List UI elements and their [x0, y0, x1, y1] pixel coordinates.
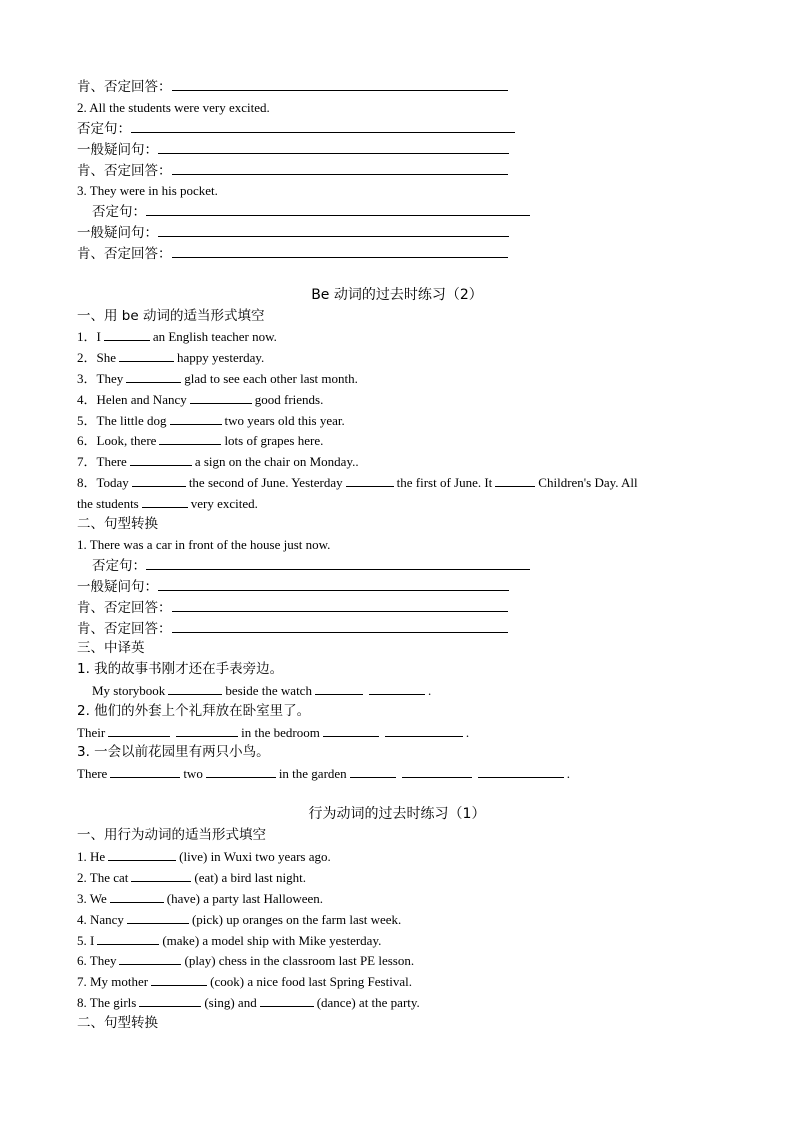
exercise-sentence: 1. There was a car in front of the house just now. [77, 537, 331, 552]
question-line-row [77, 222, 509, 243]
item-text: 7．There [77, 454, 127, 469]
item-text: 1. He [77, 849, 106, 864]
fill-item [77, 326, 277, 347]
item-text: 2. The cat [77, 870, 129, 885]
period: . [566, 766, 570, 781]
answer-blank[interactable] [131, 119, 515, 133]
answer-blank[interactable] [172, 598, 508, 612]
period: . [465, 725, 470, 740]
question-label: 一般疑问句： [77, 579, 158, 595]
question-line-row [77, 576, 509, 597]
answer-line-row [77, 597, 508, 618]
item-text: 3．They [77, 371, 124, 386]
item-text: 8．Today [77, 475, 129, 490]
translation-answer [92, 680, 431, 701]
part-heading: 二、句型转换 [77, 1015, 158, 1031]
item-text: (live) in Wuxi two years ago. [179, 849, 331, 864]
part-heading: 三、中译英 [77, 640, 145, 656]
fill-blank[interactable] [108, 724, 170, 737]
item-text: lots of grapes here. [224, 433, 324, 448]
answer-label: 肯、否定回答： [77, 163, 172, 179]
item-text: 2．She [77, 350, 117, 365]
translation-answer [77, 763, 570, 784]
fill-item [77, 909, 401, 930]
fill-blank[interactable] [350, 765, 396, 778]
fill-item [77, 950, 414, 971]
fill-item [77, 930, 381, 951]
answer-blank[interactable] [172, 619, 508, 633]
fill-blank[interactable] [108, 848, 176, 861]
item-text: 5．The little dog [77, 413, 167, 428]
fill-blank[interactable] [323, 724, 379, 737]
answer-blank[interactable] [158, 140, 509, 154]
fill-blank[interactable] [139, 994, 201, 1007]
fill-item [77, 867, 306, 888]
exercise-item [77, 534, 330, 555]
item-text: in the garden [278, 766, 347, 781]
fill-blank[interactable] [190, 391, 252, 404]
exercise-item [77, 97, 270, 118]
item-text: happy yesterday. [177, 350, 265, 365]
answer-label: 肯、否定回答： [77, 600, 172, 616]
item-text: 1．I [77, 329, 101, 344]
fill-blank[interactable] [385, 724, 463, 737]
fill-item [77, 347, 264, 368]
translation-prompt: 1. 我的故事书刚才还在手表旁边。 [77, 661, 284, 677]
fill-blank[interactable] [260, 994, 314, 1007]
answer-label: 肯、否定回答： [77, 79, 172, 95]
item-text: 7. My mother [77, 974, 149, 989]
negative-label: 否定句： [77, 121, 131, 137]
answer-blank[interactable] [158, 223, 509, 237]
answer-blank[interactable] [158, 577, 509, 591]
item-text: 4. Nancy [77, 912, 124, 927]
item-text: in the bedroom [241, 725, 320, 740]
fill-blank[interactable] [206, 765, 276, 778]
fill-blank[interactable] [176, 724, 238, 737]
fill-blank[interactable] [110, 765, 180, 778]
item-text: (play) chess in the classroom last PE lesson. [184, 953, 415, 968]
fill-blank[interactable] [130, 453, 192, 466]
fill-blank[interactable] [126, 370, 181, 383]
fill-blank[interactable] [402, 765, 472, 778]
section-title-text: Be 动词的过去时练习（2） [311, 287, 483, 303]
translation-answer [77, 722, 469, 743]
item-text: 6. They [77, 953, 117, 968]
answer-blank[interactable] [146, 202, 530, 216]
item-text: (make) a model ship with Mike yesterday. [162, 933, 382, 948]
exercise-sentence: 3. They were in his pocket. [77, 183, 218, 198]
fill-blank[interactable] [168, 682, 222, 695]
answer-blank[interactable] [146, 556, 530, 570]
item-text: 6．Look, there [77, 433, 157, 448]
answer-blank[interactable] [172, 161, 508, 175]
fill-item [77, 368, 358, 389]
answer-line-row [77, 618, 508, 639]
negative-label: 否定句： [92, 204, 146, 220]
translation-prompt: 3. 一会以前花园里有两只小鸟。 [77, 744, 270, 760]
item-text: beside the watch [225, 683, 312, 698]
item-text: (dance) at the party. [316, 995, 420, 1010]
fill-item [77, 451, 359, 472]
section-title-text: 行为动词的过去时练习（1） [308, 806, 486, 822]
item-text: an English teacher now. [152, 329, 277, 344]
fill-blank[interactable] [170, 412, 222, 425]
item-text: My storybook [92, 683, 166, 698]
answer-label: 肯、否定回答： [77, 246, 172, 262]
fill-blank[interactable] [142, 495, 188, 508]
fill-blank[interactable] [97, 932, 159, 945]
item-text: (cook) a nice food last Spring Festival. [210, 974, 412, 989]
item-text: good friends. [254, 392, 324, 407]
fill-blank[interactable] [119, 349, 174, 362]
fill-blank[interactable] [119, 952, 181, 965]
fill-item [77, 888, 323, 909]
fill-item [77, 472, 638, 493]
answer-label: 肯、否定回答： [77, 621, 172, 637]
fill-blank[interactable] [346, 474, 394, 487]
fill-item-continued [77, 493, 258, 514]
fill-item [77, 971, 412, 992]
item-text: 4．Helen and Nancy [77, 392, 187, 407]
negative-line-row [92, 201, 530, 222]
part-heading: 一、用行为动词的适当形式填空 [77, 827, 266, 843]
negative-label: 否定句： [92, 558, 146, 574]
fill-blank[interactable] [131, 869, 191, 882]
item-text: glad to see each other last month. [184, 371, 358, 386]
fill-blank[interactable] [369, 682, 425, 695]
section-title [0, 284, 794, 306]
item-text: the second of June. Yesterday [188, 475, 343, 490]
item-text: (pick) up oranges on the farm last week. [191, 912, 402, 927]
exercise-sentence: 2. All the students were very excited. [77, 100, 270, 115]
answer-blank[interactable] [172, 77, 508, 91]
answer-line-row [77, 160, 508, 181]
fill-blank[interactable] [478, 765, 564, 778]
item-text: Children's Day. All [538, 475, 638, 490]
item-text: a sign on the chair on Monday.. [194, 454, 359, 469]
fill-item [77, 430, 323, 451]
item-text: (have) a party last Halloween. [166, 891, 324, 906]
item-text: There [77, 766, 108, 781]
item-text: 5. I [77, 933, 95, 948]
item-text: the students [77, 496, 139, 511]
section-title [0, 803, 794, 825]
fill-blank[interactable] [132, 474, 186, 487]
item-text: two [183, 766, 203, 781]
item-text: the first of June. It [396, 475, 493, 490]
translation-prompt: 2. 他们的外套上个礼拜放在卧室里了。 [77, 703, 311, 719]
answer-blank[interactable] [172, 244, 508, 258]
fill-blank[interactable] [315, 682, 363, 695]
fill-item [77, 992, 420, 1013]
item-text: (sing) and [204, 995, 257, 1010]
fill-blank[interactable] [495, 474, 535, 487]
item-text: 3. We [77, 891, 107, 906]
fill-item [77, 410, 345, 431]
period: . [427, 683, 432, 698]
item-text: (eat) a bird last night. [194, 870, 306, 885]
question-line-row [77, 139, 509, 160]
answer-line-row [77, 76, 508, 97]
item-text: Their [77, 725, 106, 740]
negative-line-row [77, 118, 515, 139]
fill-blank[interactable] [151, 973, 207, 986]
item-text: two years old this year. [224, 413, 345, 428]
item-text: very excited. [190, 496, 258, 511]
answer-line-row [77, 243, 508, 264]
negative-line-row [92, 555, 530, 576]
fill-item [77, 846, 331, 867]
fill-blank[interactable] [159, 432, 221, 445]
exercise-item [77, 180, 218, 201]
part-heading: 一、用 be 动词的适当形式填空 [77, 308, 265, 324]
fill-item [77, 389, 323, 410]
part-heading: 二、句型转换 [77, 516, 158, 532]
fill-blank[interactable] [127, 911, 189, 924]
question-label: 一般疑问句： [77, 142, 158, 158]
fill-blank[interactable] [104, 328, 150, 341]
question-label: 一般疑问句： [77, 225, 158, 241]
item-text: 8. The girls [77, 995, 137, 1010]
fill-blank[interactable] [110, 890, 164, 903]
